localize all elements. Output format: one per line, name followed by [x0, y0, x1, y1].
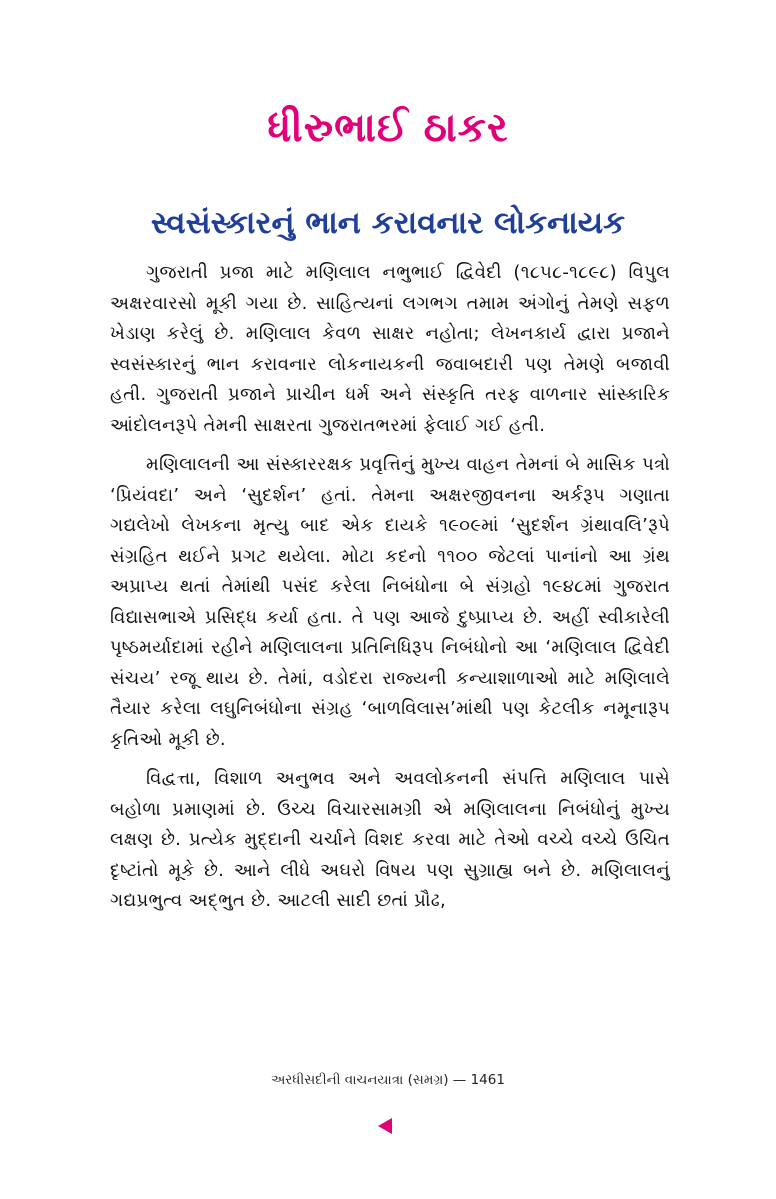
- article-body: [110, 258, 670, 926]
- author-name: ધીરુભાઈ ઠાકર: [267, 105, 509, 151]
- paragraph-1: ગુજરાતી પ્રજા માટે મણિલાલ નભુભાઈ દ્વિવેદી (૧૮૫૮-૧૮૯૮) વિપુલ અક્ષરવારસો મૂકી ગયા છે. સાહિત્યનાં લગભગ તમામ અંગોનું તેમણે સફળ ખેડાણ કરેલું છે. મણિલાલ કેવળ સાક્ષર નહોતા; લેખનકાર્ય દ્વારા પ્રજાને સ્વસંસ્કારનું ભાન કરાવનાર લોકનાયકની જવાબદારી પણ તેમણે બજાવી હતી. ગુજરાતી પ્રજાને પ્રાચીન ધર્મ અને સંસ્કૃતિ તરફ વાળનાર સાંસ્કારિક આંદોલનરૂપે તેમની સાક્ષરતા ગુજરાતભરમાં ફેલાઈ ગઈ હતી.: [110, 262, 670, 436]
- previous-page-arrow-icon[interactable]: [378, 1118, 392, 1134]
- paragraph-2: મણિલાલની આ સંસ્કારરક્ષક પ્રવૃત્તિનું મુખ્ય વાહન તેમનાં બે માસિક પત્રો ‘પ્રિયંવદા’ અને ‘સુદર્શન’ હતાં. તેમના અક્ષરજીવનના અર્કરૂપ ગણાતા ગદ્યલેખો લેખકના મૃત્યુ બાદ એક દાયકે ૧૯૦૯માં ‘સુદર્શન ગ્રંથાવલિ’રૂપે સંગ્રહિત થઈને પ્રગટ થયેલા. મોટા કદનો ૧૧૦૦ જેટલાં પાનાંનો આ ગ્રંથ અપ્રાપ્ય થતાં તેમાંથી પસંદ કરેલા નિબંધોના બે સંગ્રહો ૧૯૪૮માં ગુજરાત વિદ્યાસભાએ પ્રસિદ્ધ કર્યા હતા. તે પણ આજે દુષ્પ્રાપ્ય છે. અહીં સ્વીકારેલી પૃષ્ઠમર્યાદામાં રહીને મણિલાલના પ્રતિનિધિરૂપ નિબંધોનો આ ‘મણિલાલ દ્વિવેદી સંચય’ રજૂ થાય છે. તેમાં, વડોદરા રાજ્યની કન્યાશાળાઓ માટે મણિલાલે તૈયાર કરેલા લઘુનિબંધોના સંગ્રહ ‘બાળવિલાસ’માંથી પણ કેટલીક નમૂનારૂપ કૃતિઓ મૂકી છે.: [110, 454, 670, 750]
- article-title: સ્વસંસ્કારનું ભાન કરાવનાર લોકનાયક: [150, 205, 626, 241]
- page-footer: અરધીસદીની વાચનયાત્રા (સમગ્ર) — 1461: [271, 1072, 505, 1088]
- paragraph-3: વિદ્વત્તા, વિશાળ અનુભવ અને અવલોકનની સંપત્તિ મણિલાલ પાસે બહોળા પ્રમાણમાં છે. ઉચ્ચ વિચારસામગ્રી એ મણિલાલના નિબંધોનું મુખ્ય લક્ષણ છે. પ્રત્યેક મુદ્દાની ચર્ચાને વિશદ કરવા માટે તેઓ વચ્ચે વચ્ચે ઉચિત દૃષ્ટાંતો મૂકે છે. આને લીધે અઘરો વિષય પણ સુગ્રાહ્ય બને છે. મણિલાલનું ગદ્યપ્રભુત્વ અદ્ભુત છે. આટલી સાદી છતાં પ્રૌઢ,: [110, 768, 670, 911]
